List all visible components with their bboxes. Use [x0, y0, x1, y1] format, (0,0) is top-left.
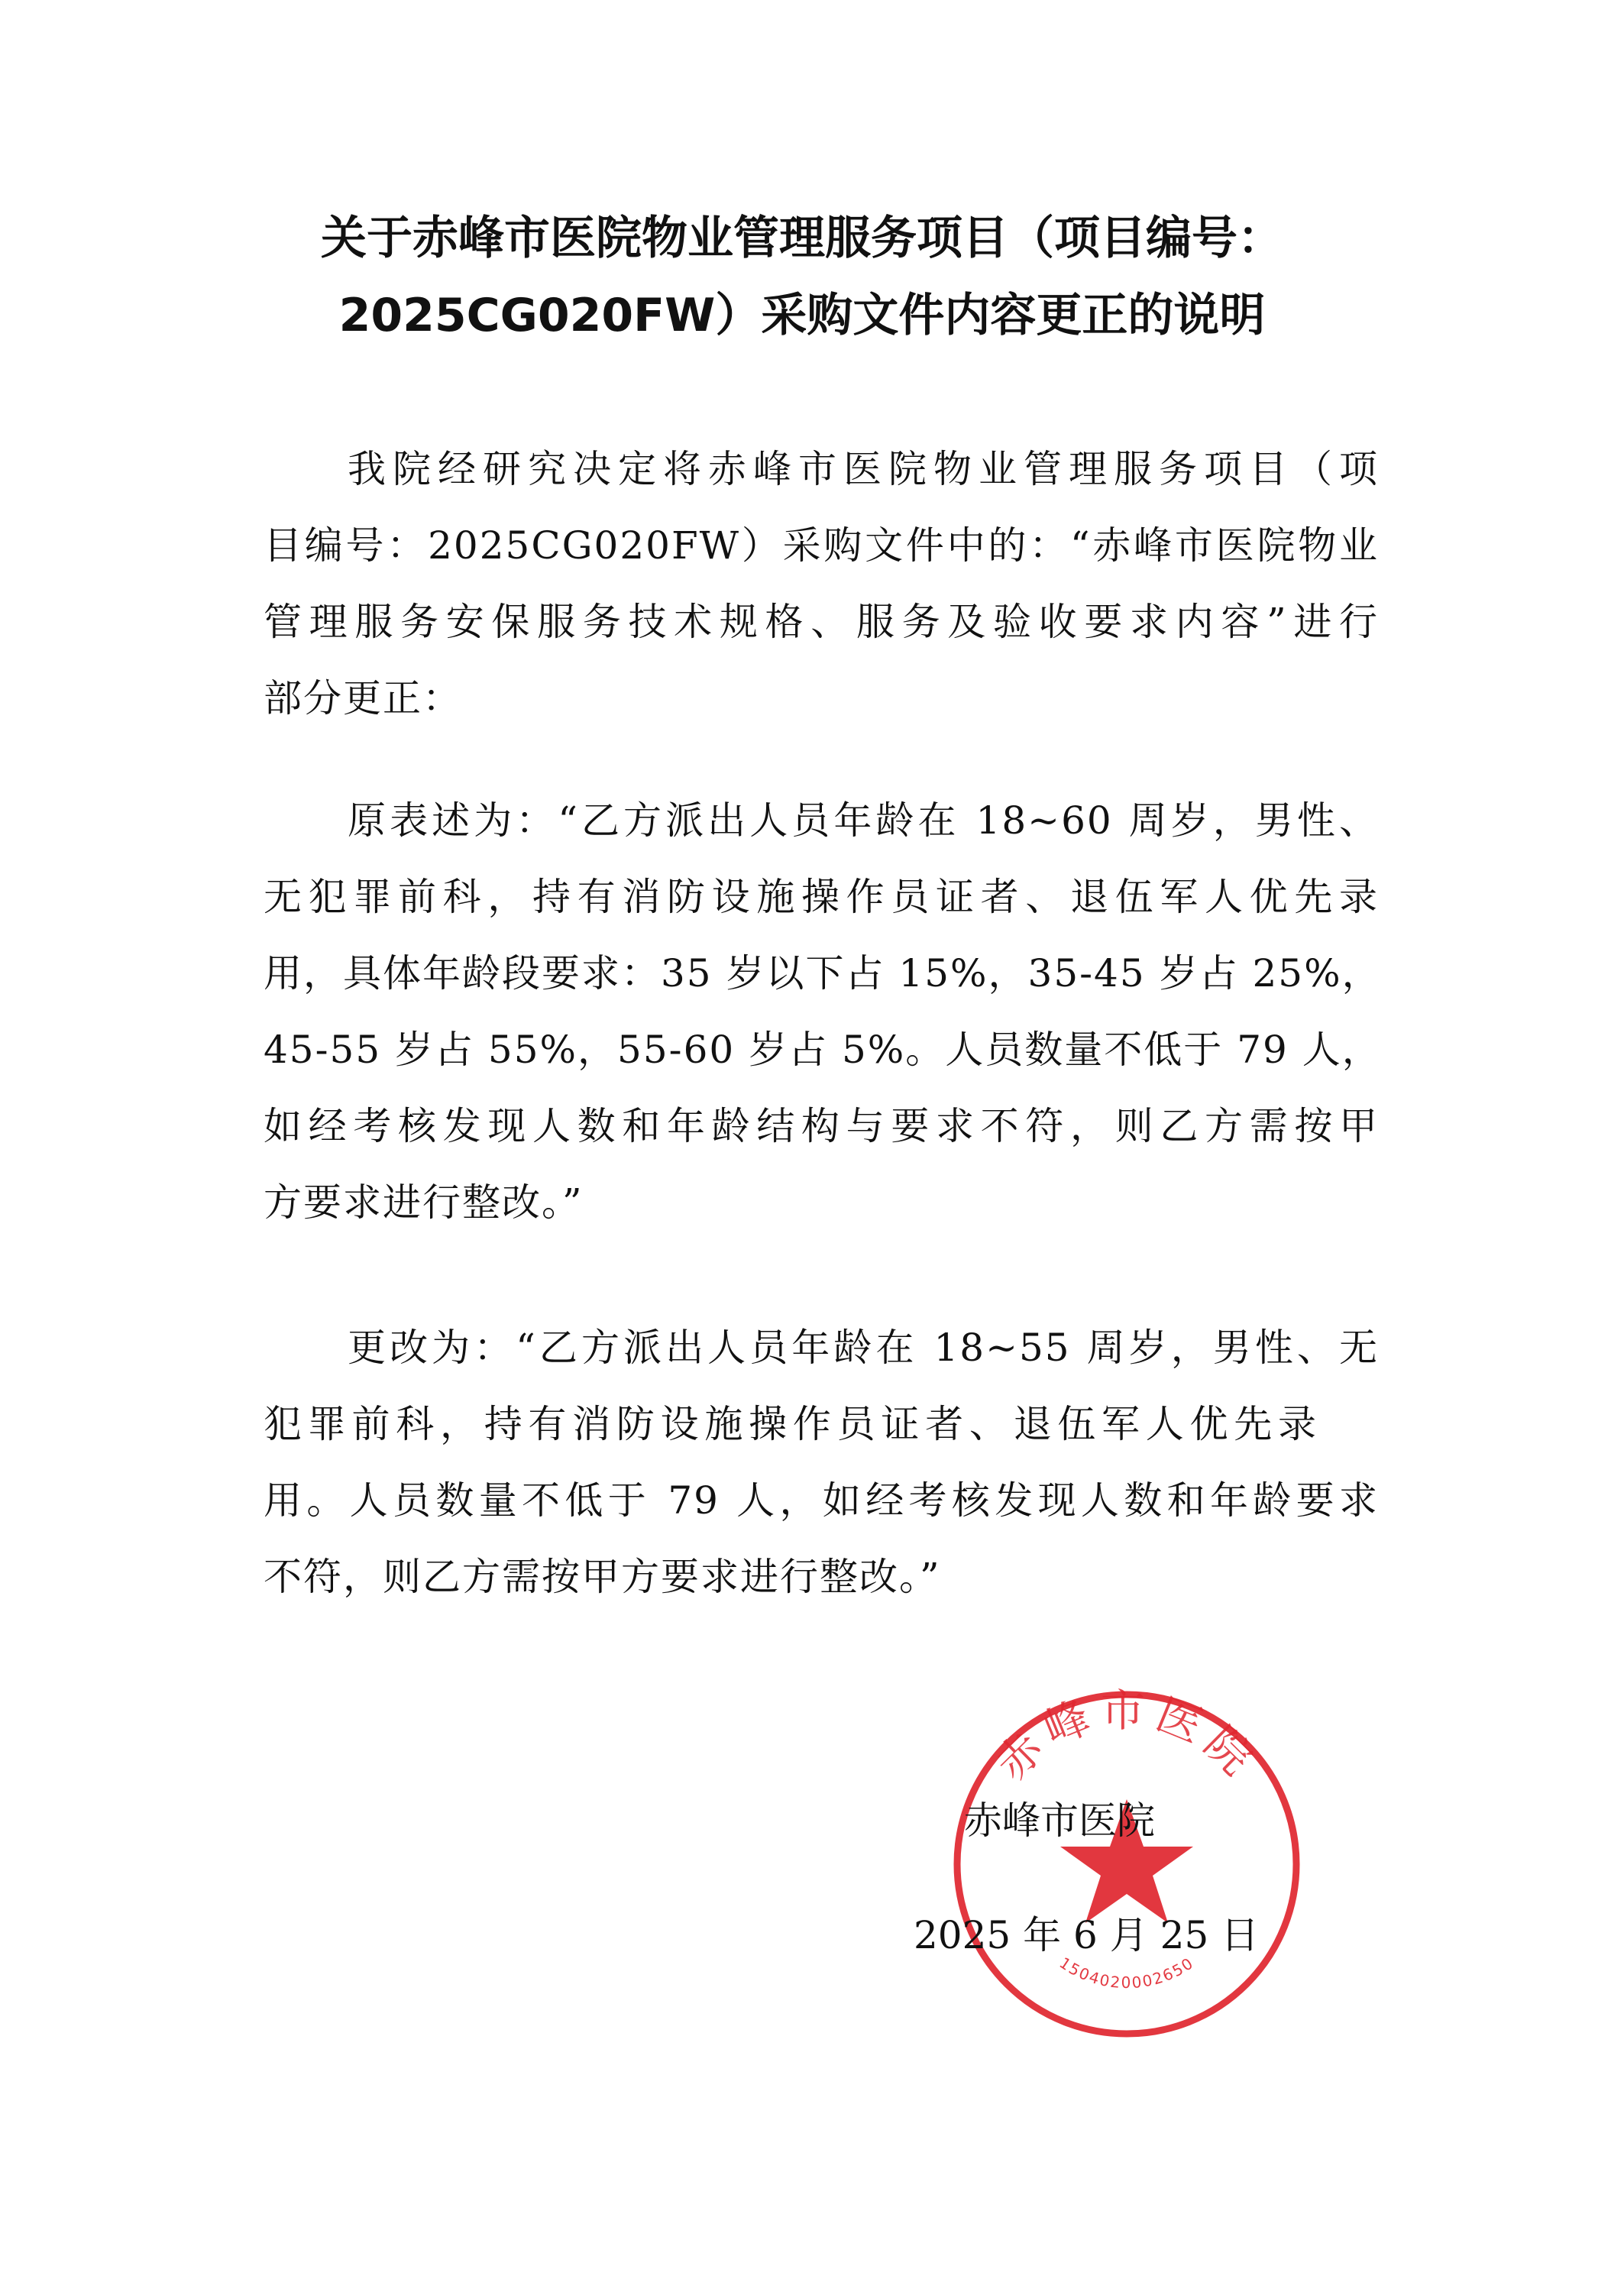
paragraph-1-line: 目编号：2025CG020FW）采购文件中的：“赤峰市医院物业 — [264, 523, 1379, 568]
paragraph-2-line: 如经考核发现人数和年龄结构与要求不符，则乙方需按甲 — [264, 1104, 1379, 1148]
seal-text: 赤峰市医院 — [985, 1685, 1268, 1791]
svg-text:赤峰市医院 — [985, 1685, 1268, 1790]
paragraph-1-line: 我院经研究决定将赤峰市医院物业管理服务项目（项 — [348, 447, 1379, 491]
paragraph-1-line: 管理服务安保服务技术规格、服务及验收要求内容”进行 — [264, 600, 1379, 644]
paragraph-2-line: 无犯罪前科，持有消防设施操作员证者、退伍军人优先录 — [264, 875, 1379, 919]
seal-code: 1504020002650 — [1056, 1953, 1198, 1993]
official-seal — [947, 1685, 1306, 2044]
paragraph-3-line: 不符，则乙方需按甲方要求进行整改。” — [264, 1555, 941, 1599]
paragraph-2-line: 方要求进行整改。” — [264, 1180, 584, 1225]
signature-date: 2025 年 6 月 25 日 — [914, 1913, 1260, 1957]
document-title-line-2: 2025CG020FW）采购文件内容更正的说明 — [338, 289, 1266, 342]
signature-org: 赤峰市医院 — [964, 1798, 1155, 1843]
paragraph-2-line: 原表述为：“乙方派出人员年龄在 18~60 周岁，男性、 — [348, 798, 1379, 843]
document-title-line-1: 关于赤峰市医院物业管理服务项目（项目编号： — [321, 212, 1283, 265]
paragraph-3-line: 更改为：“乙方派出人员年龄在 18~55 周岁，男性、无 — [348, 1326, 1379, 1370]
paragraph-2-line: 45-55 岁占 55%，55-60 岁占 5%。人员数量不低于 79 人， — [264, 1028, 1382, 1072]
paragraph-2-line: 用，具体年龄段要求：35 岁以下占 15%，35-45 岁占 25%， — [264, 951, 1382, 995]
paragraph-3-line: 用。人员数量不低于 79 人，如经考核发现人数和年龄要求 — [264, 1478, 1379, 1523]
paragraph-1-line: 部分更正： — [264, 676, 462, 720]
paragraph-3-line: 犯罪前科，持有消防设施操作员证者、退伍军人优先录 — [264, 1402, 1318, 1446]
svg-text:1504020002650 — [1056, 1954, 1198, 1992]
